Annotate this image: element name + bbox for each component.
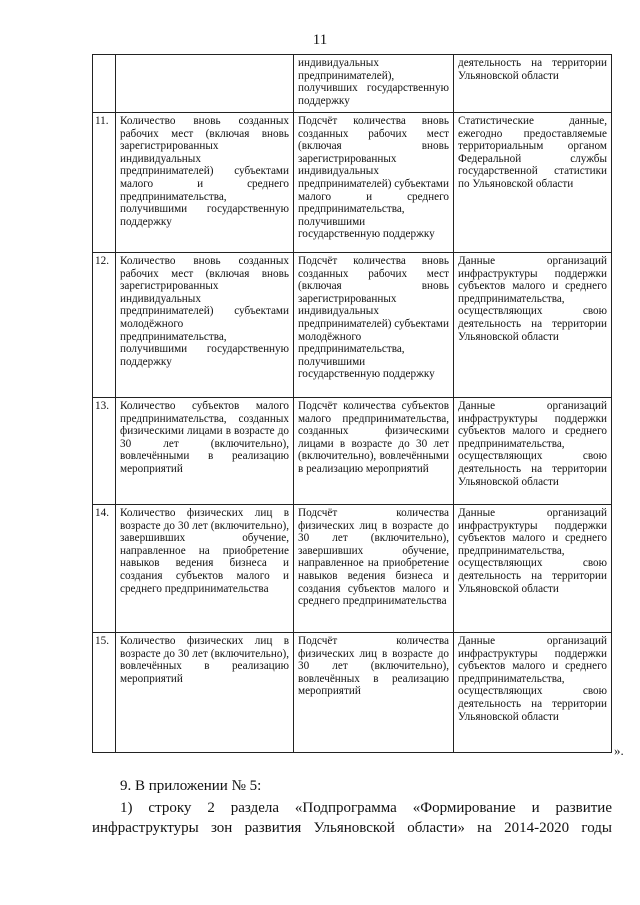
- table-row-continuation: [93, 55, 612, 113]
- paragraph-line: [120, 798, 612, 818]
- closing-quote-mark: ».: [614, 743, 624, 758]
- row-number-cell: 15.: [93, 633, 116, 753]
- indicator-cell: Количество вновь созданных рабочих мест (включая вновь зарегистрированных индивидуальных предпринимателей) субъектами малого и среднего предпринимательства, получившими государственную поддержку: [116, 113, 294, 253]
- method-cell: Подсчёт количества субъектов малого предпринимательства, созданных физическими лицами в возрасте до 30 лет (включительно), вовлечёнными в реализацию мероприятий: [294, 398, 454, 505]
- page-number: 11: [312, 32, 328, 48]
- section-heading: 9. В приложении № 5:: [120, 778, 262, 794]
- source-cell: деятельность на территории Ульяновской области: [454, 55, 612, 113]
- table-row: [93, 253, 612, 398]
- method-cell: Подсчёт количества физических лиц в возрасте до 30 лет (включительно), завершивших обучение, направленное на приобретение навыков ведения бизнеса и создания субъектов малого и среднего предпринимательства: [294, 505, 454, 633]
- indicator-cell: Количество вновь созданных рабочих мест (включая вновь зарегистрированных индивидуальных предпринимателей) субъектами молодёжного предпринимательства, получившими государственную поддержку: [116, 253, 294, 398]
- indicator-cell: Количество физических лиц в возрасте до 30 лет (включительно), вовлечённых в реализацию мероприятий: [116, 633, 294, 753]
- indicator-cell: Количество субъектов малого предпринимательства, созданных физическими лицами в возрасте до 30 лет (включительно), вовлечёнными в реализацию мероприятий: [116, 398, 294, 505]
- source-cell: Данные организаций инфраструктуры поддержки субъектов малого и среднего предпринимательства, осуществляющих свою деятельность на территории Ульяновской области: [454, 633, 612, 753]
- method-cell: индивидуальных предпринимателей), получивших государственную поддержку: [294, 55, 454, 113]
- indicators-table: [92, 54, 612, 753]
- paragraph-line: [92, 818, 612, 838]
- table-row: [93, 113, 612, 253]
- source-cell: Данные организаций инфраструктуры поддержки субъектов малого и среднего предпринимательства, осуществляющих свою деятельность на территории Ульяновской области: [454, 505, 612, 633]
- source-cell: Статистические данные, ежегодно предоставляемые территориальным органом Федеральной службы государственной статистики по Ульяновской области: [454, 113, 612, 253]
- method-cell: Подсчёт количества вновь созданных рабочих мест (включая вновь зарегистрированных индивидуальных предпринимателей) субъектами молодёжного предпринимательства, получившими государственную поддержку: [294, 253, 454, 398]
- row-number-cell: 12.: [93, 253, 116, 398]
- indicator-cell: [116, 55, 294, 113]
- method-cell: Подсчёт количества физических лиц в возрасте до 30 лет (включительно), вовлечённых в реализацию мероприятий: [294, 633, 454, 753]
- table-row: [93, 505, 612, 633]
- method-cell: Подсчёт количества вновь созданных рабочих мест (включая вновь зарегистрированных индивидуальных предпринимателей) субъектами малого и среднего предпринимательства, получившими государственную поддержку: [294, 113, 454, 253]
- row-number-cell: 14.: [93, 505, 116, 633]
- paragraph-text: инфраструктуры зон развития Ульяновской области» на 2014-2020 годы: [92, 820, 612, 836]
- paragraph-text: 1) строку 2 раздела «Подпрограмма «Формирование и развитие: [120, 800, 612, 816]
- source-cell: Данные организаций инфраструктуры поддержки субъектов малого и среднего предпринимательства, осуществляющих свою деятельность на территории Ульяновской области: [454, 253, 612, 398]
- indicator-cell: Количество физических лиц в возрасте до 30 лет (включительно), завершивших обучение, направленное на приобретение навыков ведения бизнеса и создания субъектов малого и среднего предпринимательства: [116, 505, 294, 633]
- row-number-cell: 13.: [93, 398, 116, 505]
- row-number-cell: 11.: [93, 113, 116, 253]
- table-row: [93, 398, 612, 505]
- table-row: [93, 633, 612, 753]
- row-number-cell: [93, 55, 116, 113]
- source-cell: Данные организаций инфраструктуры поддержки субъектов малого и среднего предпринимательства, осуществляющих свою деятельность на территории Ульяновской области: [454, 398, 612, 505]
